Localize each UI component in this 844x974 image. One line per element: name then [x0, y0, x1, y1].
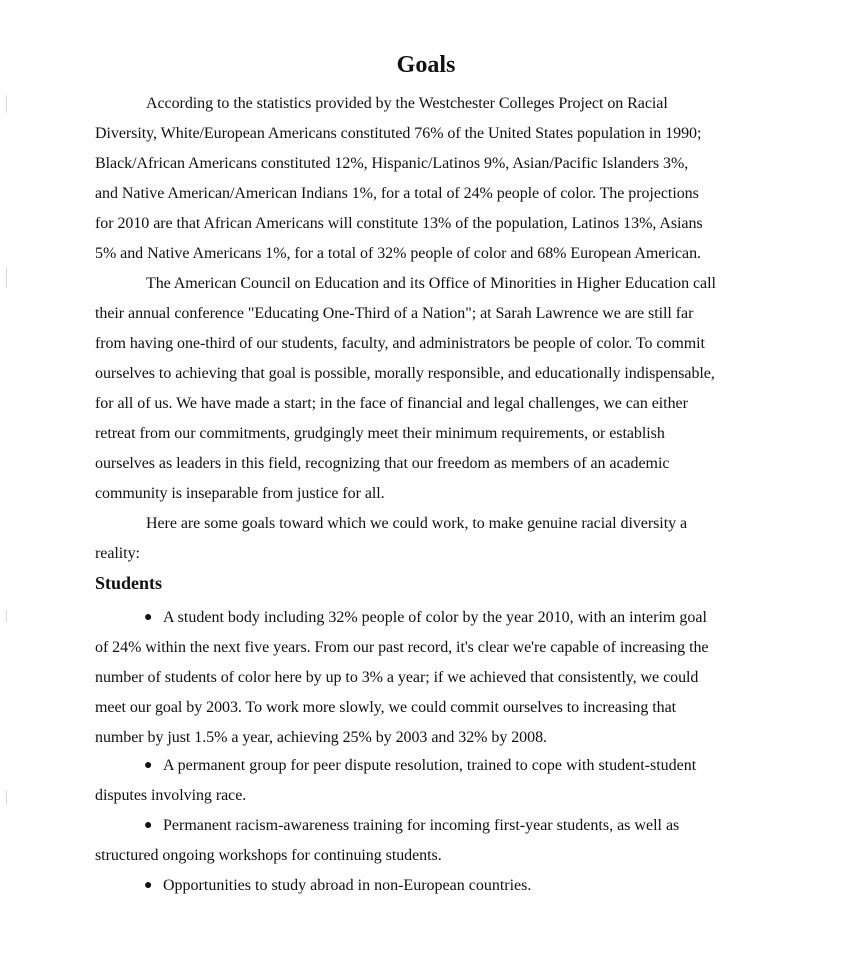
paragraph-line: Black/African Americans constituted 12%, Hispanic/Latinos 9%, Asian/Pacific Islanders 3%,	[95, 155, 689, 172]
section-heading: Students	[95, 573, 163, 593]
paragraph-line: from having one-third of our students, faculty, and administrators be people of color. To commit	[95, 335, 705, 352]
paragraph-line: and Native American/American Indians 1%, for a total of 24% people of color. The projections	[95, 185, 699, 202]
paragraph-line: ourselves to achieving that goal is possible, morally responsible, and educationally indispensable,	[95, 365, 715, 382]
paragraph-line: retreat from our commitments, grudgingly meet their minimum requirements, or establish	[95, 425, 665, 442]
paragraph-line: number of students of color here by up to 3% a year; if we achieved that consistently, we could	[95, 669, 699, 686]
bullet-icon: ●	[144, 878, 153, 893]
paragraph-line: ourselves as leaders in this field, recognizing that our freedom as members of an academic	[95, 455, 670, 472]
bullet-item-text: Opportunities to study abroad in non-European countries.	[163, 877, 532, 894]
paragraph-line: The American Council on Education and its Office of Minorities in Higher Education call	[146, 275, 716, 292]
paragraph-line: structured ongoing workshops for continuing students.	[95, 847, 442, 864]
paragraph-line: Here are some goals toward which we could work, to make genuine racial diversity a	[146, 515, 688, 532]
paragraph-line: 5% and Native Americans 1%, for a total of 32% people of color and 68% European American.	[95, 245, 702, 262]
bullet-item-text: A permanent group for peer dispute resolution, trained to cope with student-student	[163, 757, 697, 774]
paragraph-line: their annual conference "Educating One-Third of a Nation"; at Sarah Lawrence we are still far	[95, 305, 694, 322]
paragraph-line: of 24% within the next five years. From our past record, it's clear we're capable of increasing the	[95, 639, 709, 656]
scan-edge-mark	[6, 268, 7, 288]
page-title: Goals	[396, 52, 456, 78]
bullet-item-text: A student body including 32% people of color by the year 2010, with an interim goal	[163, 609, 707, 626]
paragraph-line: meet our goal by 2003. To work more slowly, we could commit ourselves to increasing that	[95, 699, 677, 716]
bullet-icon: ●	[144, 818, 153, 833]
scan-edge-mark	[6, 95, 7, 113]
paragraph-line: Diversity, White/European Americans constituted 76% of the United States population in 1990;	[95, 125, 702, 142]
paragraph-line: According to the statistics provided by the Westchester Colleges Project on Racial	[146, 95, 668, 112]
paragraph-line: number by just 1.5% a year, achieving 25% by 2003 and 32% by 2008.	[95, 729, 547, 746]
paragraph-line: for 2010 are that African Americans will constitute 13% of the population, Latinos 13%, Asians	[95, 215, 703, 232]
bullet-icon: ●	[144, 758, 153, 773]
bullet-icon: ●	[144, 610, 153, 625]
paragraph-line: reality:	[95, 545, 140, 562]
paragraph-line: disputes involving race.	[95, 787, 247, 804]
paragraph-line: community is inseparable from justice for all.	[95, 485, 385, 502]
bullet-item-text: Permanent racism-awareness training for incoming first-year students, as well as	[163, 817, 680, 834]
scan-edge-mark	[6, 790, 7, 804]
paragraph-line: for all of us. We have made a start; in the face of financial and legal challenges, we can either	[95, 395, 688, 412]
scan-edge-mark	[6, 610, 7, 622]
